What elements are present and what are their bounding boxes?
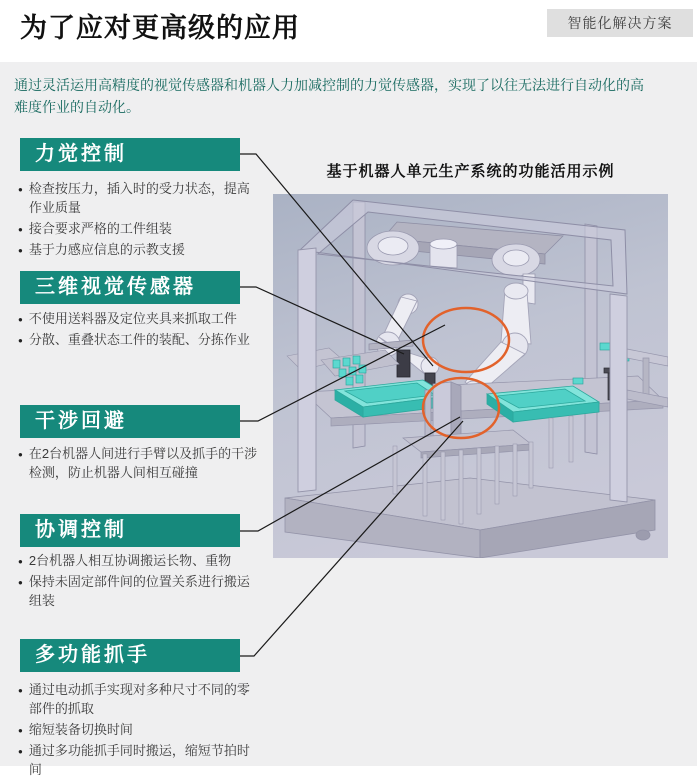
solution-badge: 智能化解决方案 xyxy=(547,9,693,37)
feature-label-3d-vision: 三维视觉传感器 xyxy=(20,271,240,304)
frame-leg-front-left xyxy=(298,248,316,492)
bullet-item: ● 在2台机器人间进行手臂以及抓手的干涉检测，防止机器人间相互碰撞 xyxy=(18,445,260,483)
bullet-item: ● 通过电动抓手实现对多种尺寸不同的零部件的抓取 xyxy=(18,681,260,719)
bullet-item: ● 保持未固定部件间的位置关系进行搬运组装 xyxy=(18,573,260,611)
page-title: 为了应对更高级的应用 xyxy=(20,13,300,43)
diagram-title: 基于机器人单元生产系统的功能活用示例 xyxy=(326,163,615,180)
feature-bullets-multifunction-gripper xyxy=(18,681,260,781)
feature-bullets-coordinated-control xyxy=(18,552,260,613)
bullet-item: ● 缩短装备切换时间 xyxy=(18,721,260,740)
intro-text: 通过灵活运用高精度的视觉传感器和机器人力加减控制的力觉传感器，实现了以往无法进行自动化的高难度作业的自动化。 xyxy=(14,77,644,116)
frame-leg-front-right xyxy=(610,294,627,502)
bullet-item: ● 基于力感应信息的示教支援 xyxy=(18,241,260,260)
bullet-item: ● 2台机器人相互协调搬运长物、重物 xyxy=(18,552,260,571)
feature-label-multifunction-gripper: 多功能抓手 xyxy=(20,639,240,672)
robot-cell-illustration xyxy=(273,194,668,558)
feature-label-force-control: 力觉控制 xyxy=(20,138,240,171)
feature-label-interference-avoidance: 干涉回避 xyxy=(20,405,240,438)
bullet-item: ● 检查按压力，插入时的受力状态，提高作业质量 xyxy=(18,180,260,218)
feature-label-coordinated-control: 协调控制 xyxy=(20,514,240,547)
content-area xyxy=(0,62,697,777)
bullet-item: ● 接合要求严格的工件组装 xyxy=(18,220,260,239)
bullet-item: ● 分散、重叠状态工件的装配、分拣作业 xyxy=(18,331,260,350)
feature-bullets-force-control xyxy=(18,180,260,262)
bullet-item: ● 不使用送料器及定位夹具来抓取工件 xyxy=(18,310,260,329)
feature-bullets-3d-vision xyxy=(18,310,260,352)
frame-leg-back-right xyxy=(585,224,597,454)
bullet-item: ● 通过多功能抓手同时搬运，缩短节拍时间 xyxy=(18,742,260,780)
vision-sensor-camera xyxy=(397,350,410,377)
feature-bullets-interference-avoidance xyxy=(18,445,260,485)
